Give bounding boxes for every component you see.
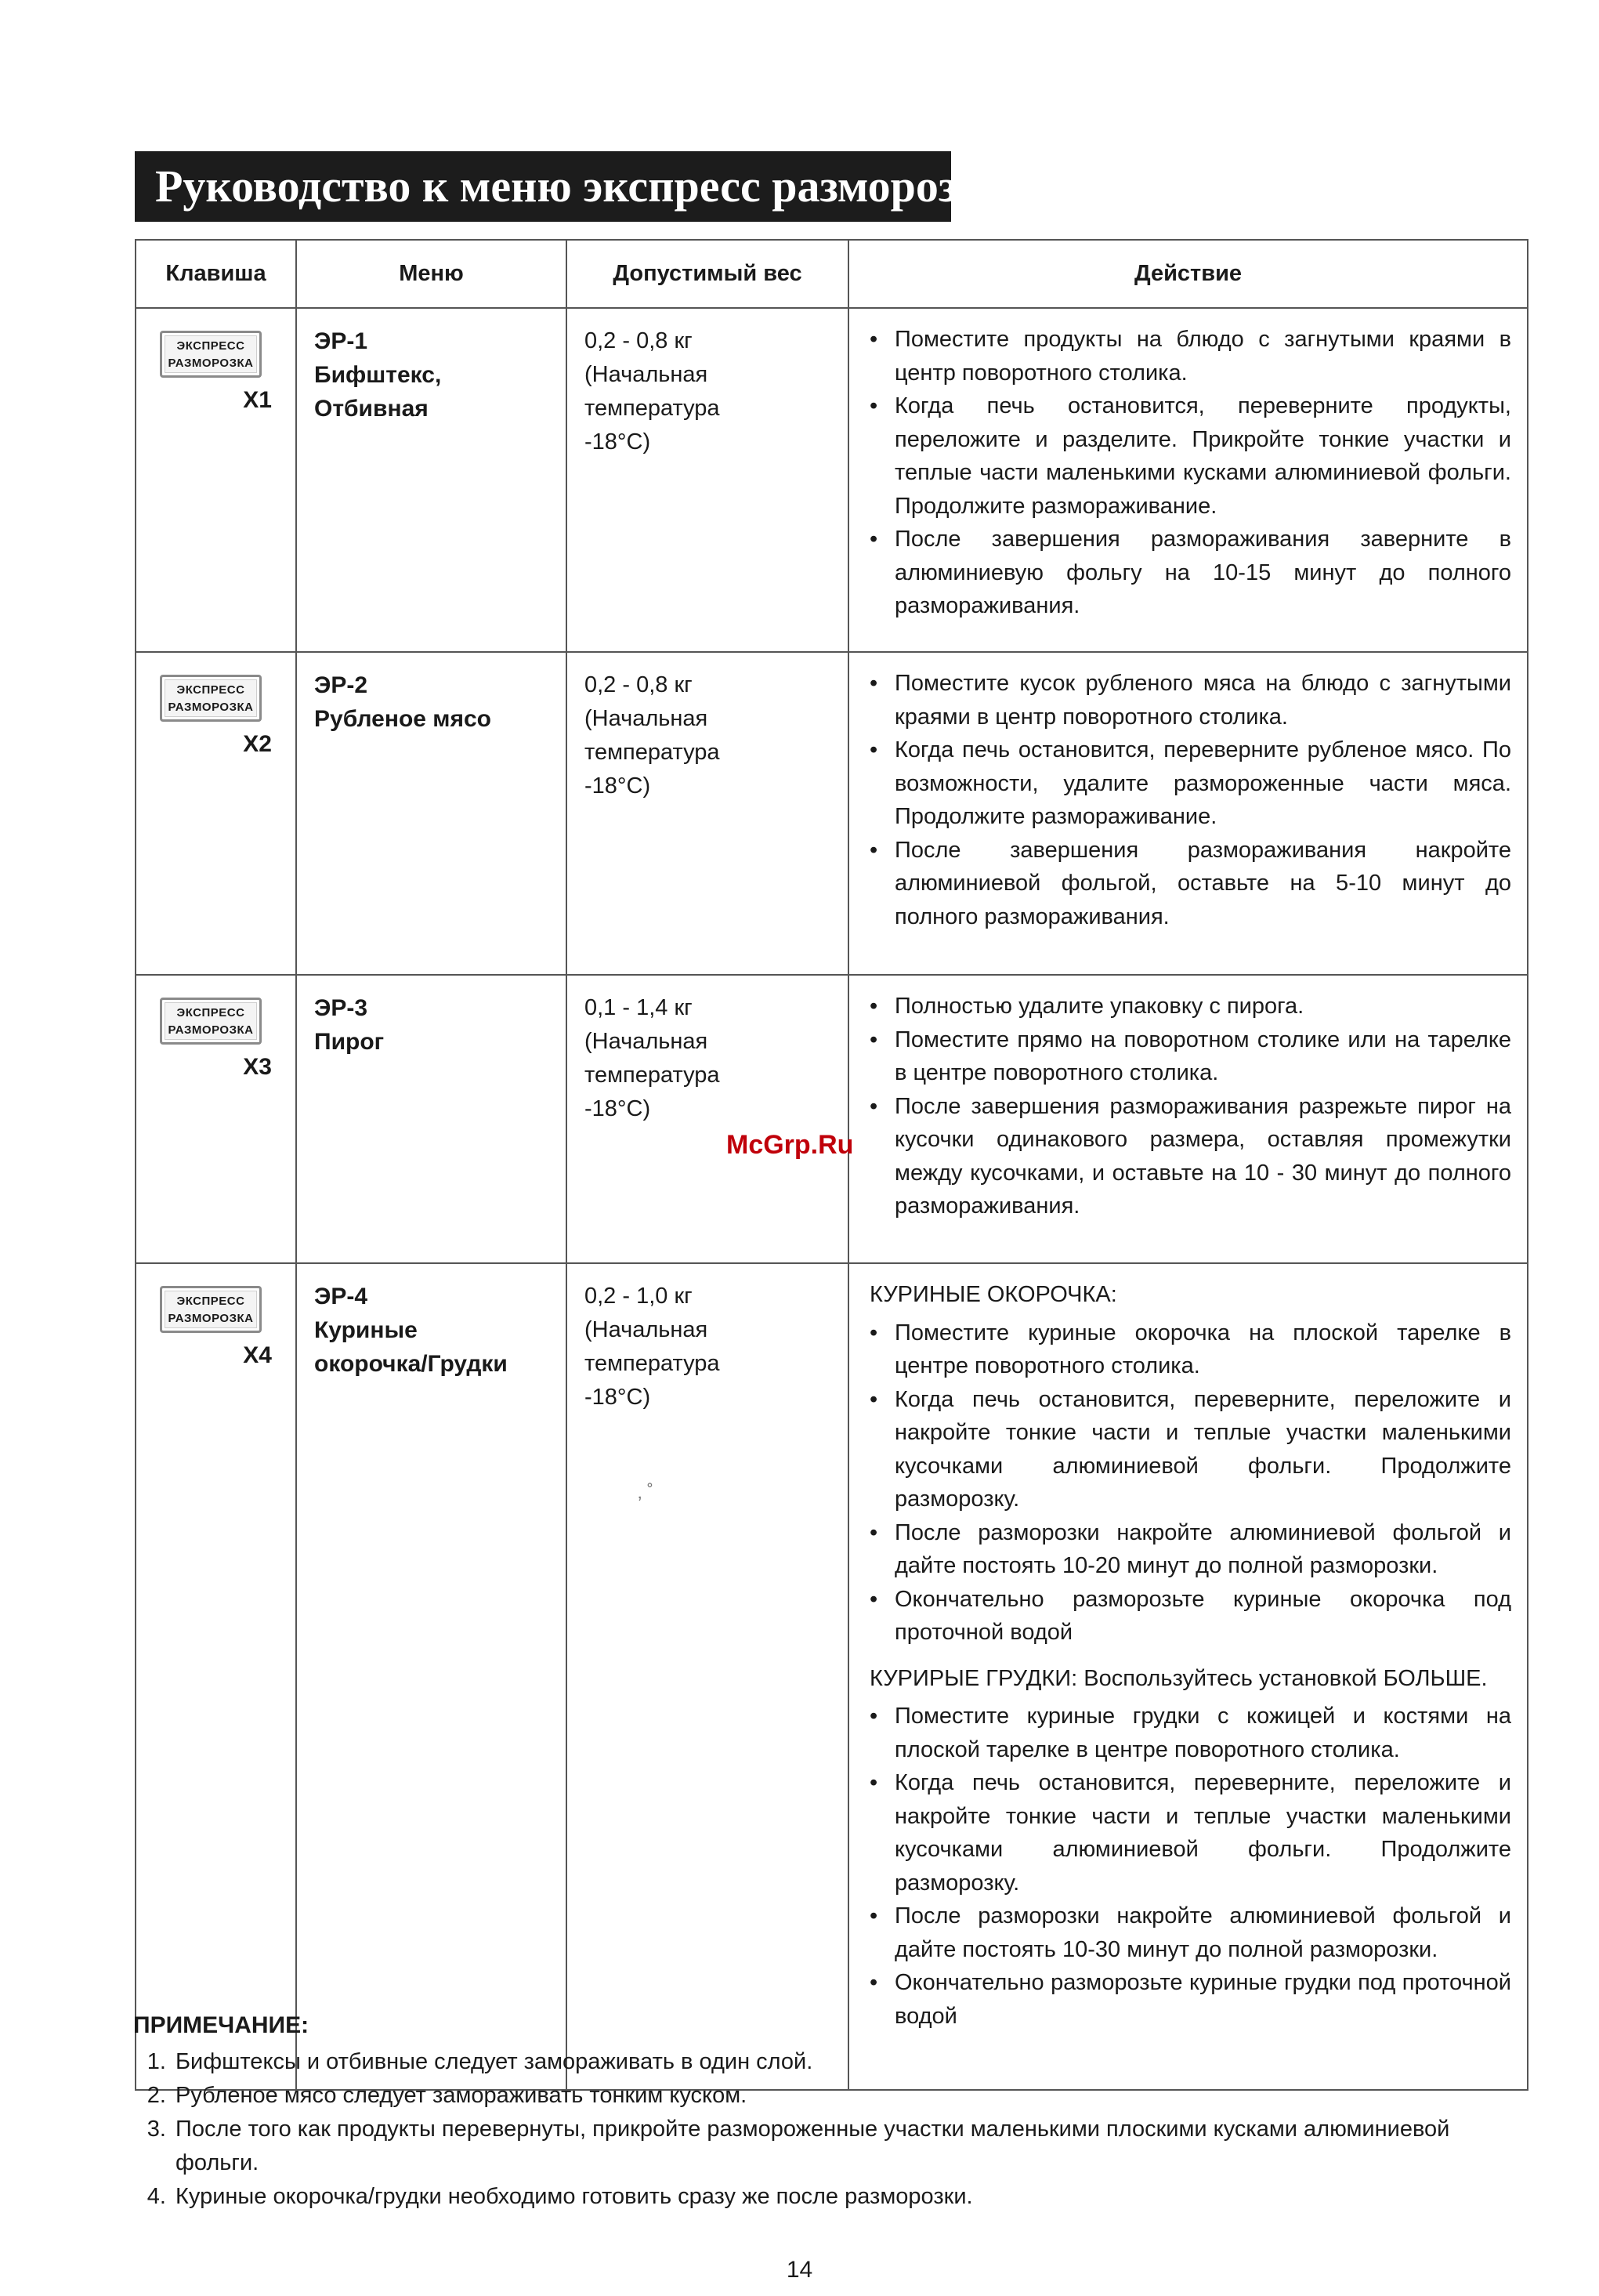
table-row	[136, 652, 1528, 975]
express-defrost-key-icon: ЭКСПРЕСС РАЗМОРОЗКА	[160, 675, 262, 722]
start-temperature: (Начальная температура -18°С)	[584, 1029, 720, 1121]
watermark: McGrp.Ru	[726, 1130, 854, 1160]
action-cell	[848, 308, 1528, 652]
table-header-row	[136, 240, 1528, 308]
weight-range: 0,1 - 1,4 кг	[584, 995, 693, 1020]
list-item: • Окончательно разморозьте куриные окорочка под проточной водой	[870, 1583, 1511, 1650]
weight-cell	[566, 308, 848, 652]
express-defrost-key-icon: ЭКСПРЕСС РАЗМОРОЗКА	[160, 1286, 262, 1333]
list-item: • Поместите куриные окорочка на плоской тарелке в центре поворотного столика.	[870, 1316, 1511, 1383]
press-count: X1	[243, 387, 272, 413]
menu-code: ЭР-1	[314, 328, 368, 354]
page-number: 14	[786, 2257, 813, 2283]
notes-section	[133, 2008, 1536, 2214]
key-cell	[136, 652, 296, 975]
menu-cell	[296, 975, 566, 1263]
key-cell	[136, 1263, 296, 2090]
list-item: • После разморозки накройте алюминиевой фольгой и дайте постоять 10-30 минут до полной разморозки.	[870, 1899, 1511, 1966]
express-defrost-table	[135, 239, 1528, 2091]
key-cell	[136, 975, 296, 1263]
list-item: • Когда печь остановится, переверните, переложите и накройте тонкие части и теплые участки маленькими кусочками алюминиевой фольги. Продолжите разморозку.	[870, 1766, 1511, 1899]
list-item: • Поместите продукты на блюдо с загнутыми краями в центр поворотного столика.	[870, 323, 1511, 389]
weight-range: 0,2 - 0,8 кг	[584, 672, 693, 697]
list-item: • Когда печь остановится, переверните рубленое мясо. По возможности, удалите размороженные части мяса. Продолжите размораживание.	[870, 733, 1511, 834]
express-defrost-key-icon: ЭКСПРЕСС РАЗМОРОЗКА	[160, 998, 262, 1045]
table-row	[136, 1263, 1528, 2090]
header-action: Действие	[848, 240, 1528, 308]
list-item: • Поместите прямо на поворотном столике или на тарелке в центре поворотного столика.	[870, 1023, 1511, 1090]
action-cell	[848, 1263, 1528, 2090]
action-cell	[848, 975, 1528, 1263]
start-temperature: (Начальная температура -18°С)	[584, 706, 720, 799]
drumsticks-heading: КУРИНЫЕ ОКОРОЧКА:	[870, 1282, 1117, 1307]
express-defrost-key-icon: ЭКСПРЕСС РАЗМОРОЗКА	[160, 331, 262, 378]
list-item: • После разморозки накройте алюминиевой фольгой и дайте постоять 10-20 минут до полной разморозки.	[870, 1516, 1511, 1583]
list-item: • Полностью удалите упаковку с пирога.	[870, 990, 1511, 1023]
note-item: 3. После того как продукты перевернуты, прикройте размороженные участки маленькими плоскими кусками алюминиевой фольги.	[172, 2113, 1536, 2180]
menu-cell	[296, 308, 566, 652]
start-temperature: (Начальная температура -18°С)	[584, 362, 720, 454]
menu-cell	[296, 1263, 566, 2090]
key-cell	[136, 308, 296, 652]
scan-speck: ‚ ˚	[638, 1482, 653, 1503]
weight-cell	[566, 975, 848, 1263]
table-row	[136, 308, 1528, 652]
weight-range: 0,2 - 0,8 кг	[584, 328, 693, 353]
start-temperature: (Начальная температура -18°С)	[584, 1317, 720, 1410]
note-item: 4. Куриные окорочка/грудки необходимо готовить сразу же после разморозки.	[172, 2180, 1536, 2214]
menu-cell	[296, 652, 566, 975]
menu-code: ЭР-2	[314, 672, 368, 698]
list-item: • Когда печь остановится, переверните продукты, переложите и разделите. Прикройте тонкие участки и теплые части маленькими кусками алюминиевой фольги. Продолжите размораживание.	[870, 389, 1511, 523]
notes-title: ПРИМЕЧАНИЕ:	[133, 2012, 309, 2038]
notes-list	[133, 2045, 1536, 2214]
note-item: 1. Бифштексы и отбивные следует замораживать в один слой.	[172, 2045, 1536, 2079]
list-item: • Поместите куриные грудки с кожицей и костями на плоской тарелке в центре поворотного столика.	[870, 1700, 1511, 1766]
breasts-heading: КУРИРЫЕ ГРУДКИ: Воспользуйтесь установкой БОЛЬШЕ.	[870, 1665, 1488, 1691]
list-item: • Когда печь остановится, переверните, переложите и накройте тонкие части и теплые участки маленькими кусочками алюминиевой фольги. Продолжите разморозку.	[870, 1383, 1511, 1516]
press-count: X4	[243, 1342, 272, 1368]
list-item: • После завершения размораживания накройте алюминиевой фольгой, оставьте на 5-10 минут до полного размораживания.	[870, 834, 1511, 934]
weight-cell	[566, 652, 848, 975]
note-item: 2. Рубленое мясо следует замораживать тонким куском.	[172, 2079, 1536, 2113]
weight-range: 0,2 - 1,0 кг	[584, 1284, 693, 1309]
table-row	[136, 975, 1528, 1263]
page-title: Руководство к меню экспресс разморозка	[135, 151, 951, 222]
press-count: X2	[243, 731, 272, 757]
header-key: Клавиша	[136, 240, 296, 308]
weight-cell	[566, 1263, 848, 2090]
list-item: • После завершения размораживания заверните в алюминиевую фольгу на 10-15 минут до полного размораживания.	[870, 523, 1511, 623]
menu-code: ЭР-3	[314, 995, 368, 1021]
menu-name: Рубленое мясо	[314, 706, 491, 732]
menu-name: Куриные окорочка/Грудки	[314, 1317, 508, 1377]
menu-name: Бифштекс, Отбивная	[314, 362, 442, 422]
menu-code: ЭР-4	[314, 1284, 368, 1309]
list-item: • После завершения размораживания разрежьте пирог на кусочки одинакового размера, оставляя промежутки между кусочками, и оставьте на 10 - 30 минут до полного размораживания.	[870, 1090, 1511, 1223]
list-item: • Окончательно разморозьте куриные грудки под проточной водой	[870, 1966, 1511, 2033]
list-item: • Поместите кусок рубленого мяса на блюдо с загнутыми краями в центр поворотного столика.	[870, 667, 1511, 733]
menu-name: Пирог	[314, 1029, 385, 1055]
action-cell	[848, 652, 1528, 975]
press-count: X3	[243, 1054, 272, 1080]
header-weight: Допустимый вес	[566, 240, 848, 308]
header-menu: Меню	[296, 240, 566, 308]
